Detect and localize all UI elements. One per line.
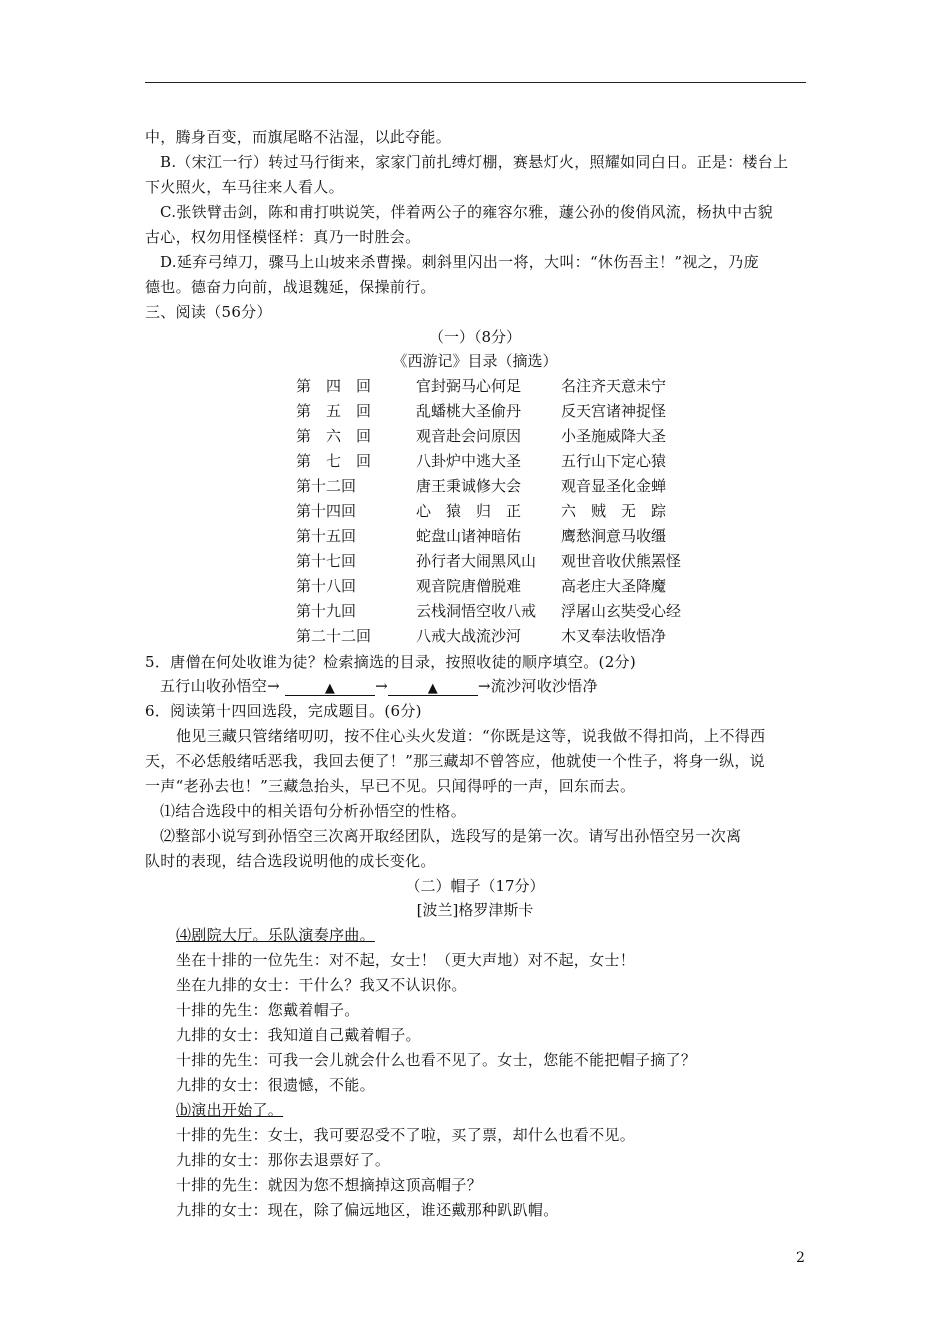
dialogue-line: 十排的先生：女士，我可要忍受不了啦，买了票，却什么也看不见。 <box>176 1126 636 1144</box>
dialogue-line: 九排的女士：现在，除了偏远地区，谁还戴那种趴趴帽。 <box>176 1201 559 1219</box>
question-6: 6．阅读第十四回选段，完成题目。(6分) <box>145 702 422 720</box>
toc-title-second: 浮屠山玄奘受心经 <box>561 602 682 620</box>
toc-title: 《西游记》目录（摘选） <box>392 352 558 370</box>
toc-chapter: 第二十二回 <box>296 627 372 645</box>
toc-title-first: 孙行者大闹黑风山 <box>416 552 537 570</box>
stage-direction-b: ⒝演出开始了。 <box>176 1101 284 1119</box>
option-d-line: D.延弃弓绰刀，骤马上山坡来杀曹操。刺斜里闪出一将，大叫：“休伤吾主！”视之，乃庞 <box>160 253 759 271</box>
toc-chapter: 第十二回 <box>296 477 357 495</box>
toc-title-first: 观音院唐僧脱难 <box>416 577 522 595</box>
toc-title-second: 名注齐天意未宁 <box>561 377 667 395</box>
section2-heading: （二）帽子（17分） <box>405 877 545 895</box>
toc-chapter: 第十七回 <box>296 552 357 570</box>
toc-title-second: 五行山下定心猿 <box>561 452 667 470</box>
stage-direction-a: ⑷剧院大厅。乐队演奏序曲。 <box>176 926 375 944</box>
toc-title-first: 云栈洞悟空收八戒 <box>416 602 537 620</box>
triangle-icon: ▲ <box>324 681 336 696</box>
toc-title-first: 唐王秉诚修大会 <box>416 477 522 495</box>
toc-title-first: 官封弼马心何足 <box>416 377 522 395</box>
toc-chapter: 第 六 回 <box>296 427 372 445</box>
section1-heading: （一）（8分） <box>428 328 522 346</box>
option-c-line: C.张铁臂击剑，陈和甫打哄说笑，伴着两公子的雍容尔雅，蘧公孙的俊俏风流，杨执中古貌 <box>160 203 774 221</box>
passage-line: 他见三藏只管绪绪叨叨，按不住心头火发道：“你既是这等，说我做不得扣尚，上不得西 <box>176 727 766 745</box>
toc-chapter: 第十八回 <box>296 577 357 595</box>
toc-chapter: 第 五 回 <box>296 402 372 420</box>
q6-sub2-cont: 队时的表现，结合选段说明他的成长变化。 <box>145 852 436 870</box>
q5-blank-2[interactable] <box>388 677 478 696</box>
toc-title-second: 鹰愁涧意马收缰 <box>561 527 667 545</box>
dialogue-line: 九排的女士：很遗憾，不能。 <box>176 1076 375 1094</box>
text-line: 德也。德奋力向前，战退魏延，保操前行。 <box>145 278 436 296</box>
toc-chapter: 第十五回 <box>296 527 357 545</box>
passage-line: 一声“老孙去也！”三藏急抬头，早已不见。只闻得呼的一声，回东而去。 <box>145 777 636 795</box>
toc-title-first: 心 猿 归 正 <box>416 502 522 520</box>
q5-fill-line <box>160 676 598 696</box>
q6-sub1: ⑴结合选段中的相关语句分析孙悟空的性格。 <box>160 802 467 820</box>
toc-title-second: 高老庄大圣降魔 <box>561 577 667 595</box>
dialogue-line: 十排的先生：就因为您不想摘掉这顶高帽子？ <box>176 1176 483 1194</box>
toc-title-first: 观音赴会问原因 <box>416 427 522 445</box>
author: [波兰]格罗津斯卡 <box>416 901 534 919</box>
passage-line: 天，不必恁般绪咶恶我，我回去便了！”那三藏却不曾答应，他就使一个性子，将身一纵，说 <box>145 752 765 770</box>
dialogue-line: 九排的女士：那你去退票好了。 <box>176 1151 391 1169</box>
toc-title-second: 观音显圣化金蝉 <box>561 477 667 495</box>
dialogue-line: 九排的女士：我知道自己戴着帽子。 <box>176 1026 421 1044</box>
q5-start: 五行山收孙悟空→ <box>160 677 280 695</box>
toc-title-second: 反天宫诸神捉怪 <box>561 402 667 420</box>
text-line: 中，腾身百变，而旗尾略不沾湿，以此夺能。 <box>145 128 452 146</box>
text-line: 下火照火，车马往来人看人。 <box>145 178 344 196</box>
toc-chapter: 第十四回 <box>296 502 357 520</box>
toc-title-second: 木叉奉法收悟净 <box>561 627 667 645</box>
arrow-text: → <box>375 677 388 695</box>
text-line: 古心，权勿用怪模怪样：真乃一时胜会。 <box>145 228 421 246</box>
dialogue-line: 十排的先生：可我一会儿就会什么也看不见了。女士，您能不能把帽子摘了？ <box>176 1051 697 1069</box>
toc-title-second: 小圣施威降大圣 <box>561 427 667 445</box>
toc-chapter: 第 四 回 <box>296 377 372 395</box>
triangle-icon: ▲ <box>427 681 439 696</box>
page-number: 2 <box>796 1250 805 1266</box>
dialogue-line: 坐在九排的女士：干什么？我又不认识你。 <box>176 976 467 994</box>
toc-title-first: 八戒大战流沙河 <box>416 627 522 645</box>
q5-blank-1[interactable] <box>285 677 375 696</box>
toc-title-second: 六 贼 无 踪 <box>561 502 667 520</box>
toc-title-first: 乱蟠桃大圣偷丹 <box>416 402 522 420</box>
option-b-line: B.（宋江一行）转过马行街来，家家门前扎缚灯棚，赛悬灯火，照耀如同白日。正是：楼台上 <box>160 153 789 171</box>
toc-title-first: 八卦炉中逃大圣 <box>416 452 522 470</box>
toc-chapter: 第十九回 <box>296 602 357 620</box>
question-5: 5．唐僧在何处收谁为徒？检索摘选的目录，按照收徒的顺序填空。(2分) <box>145 653 636 671</box>
toc-title-first: 蛇盘山诸神暗佑 <box>416 527 522 545</box>
dialogue-line: 坐在十排的一位先生：对不起，女士！（更大声地）对不起，女士！ <box>176 951 636 969</box>
header-rule <box>145 82 806 83</box>
toc-title-second: 观世音收伏熊罴怪 <box>561 552 682 570</box>
section-heading: 三、阅读（56分） <box>145 303 272 321</box>
dialogue-line: 十排的先生：您戴着帽子。 <box>176 1001 360 1019</box>
q6-sub2: ⑵整部小说写到孙悟空三次离开取经团队，选段写的是第一次。请写出孙悟空另一次离 <box>160 827 742 845</box>
q5-end: →流沙河收沙悟净 <box>477 677 598 695</box>
toc-chapter: 第 七 回 <box>296 452 372 470</box>
